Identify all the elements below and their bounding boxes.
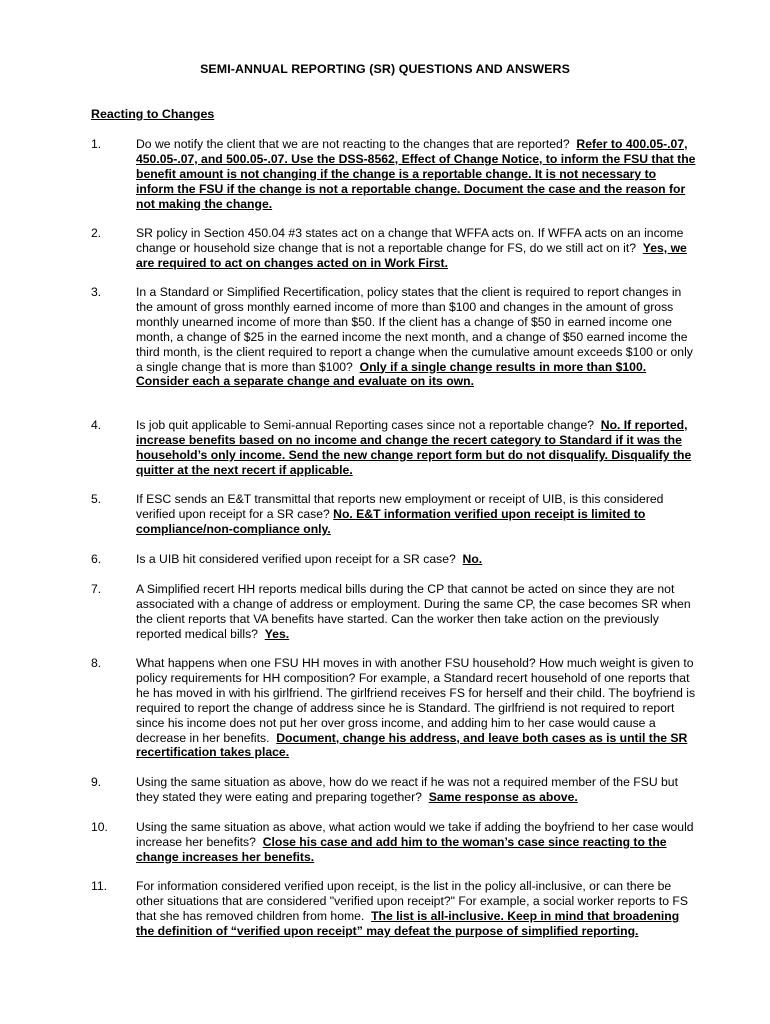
item-number: 6. xyxy=(91,552,102,566)
question-text: For information considered verified upon receipt, is the list in the policy all-inclusive, or can there be other situations that are considered "verified upon receipt?" For example, a social worker reports to FS that she has removed children from home. xyxy=(136,879,688,923)
question-text: Do we notify the client that we are not reacting to the changes that are reported? xyxy=(136,137,570,151)
answer-text: No. If reported, increase benefits based on no income and change the recert category to Standard if it was the household’s only income. Send the new change report form but do not disqualify. Disqualify the quitter at the next recert if applicable. xyxy=(136,418,692,477)
question-text: What happens when one FSU HH moves in with another FSU household? How much weight is given to policy requirements for HH composition? For example, a Standard recert household of one reports that he has moved in with his girlfriend. The girlfriend receives FS for herself and their child. The boyfriend is required to report the change of address since he is Standard. The girlfriend is not required to report since his income does not put her over gross income, and adding him to her case would cause a decrease in her benefits. xyxy=(136,656,696,745)
answer-text: Yes, we are required to act on changes acted on in Work First. xyxy=(136,240,687,270)
item-number: 9. xyxy=(91,775,102,789)
item-number: 8. xyxy=(91,656,102,670)
item-number: 1. xyxy=(91,137,102,151)
answer-text: Only if a single change results in more than $100. Consider each a separate change and evaluate on its own. xyxy=(136,359,647,389)
answer-text: Same response as above. xyxy=(428,789,578,804)
answer-text: Refer to 400.05-.07, 450.05-.07, and 500.05-.07. Use the DSS-8562, Effect of Change Notice, to inform the FSU that the benefit amount is not changing if the change is a reportable change. It is not necessary to inform the FSU if the change is not a reportable change. Document the case and the reason for not making the change. xyxy=(136,137,696,211)
item-number: 4. xyxy=(91,418,102,432)
question-text: Using the same situation as above, how do we react if he was not a required member of the FSU but they stated they were eating and preparing together? xyxy=(136,775,678,804)
question-text: SR policy in Section 450.04 #3 states act on a change that WFFA acts on. If WFFA acts on an income change or household size change that is not a reportable change for FS, do we still act on it? xyxy=(136,226,684,255)
item-number: 7. xyxy=(91,582,102,596)
item-number: 11. xyxy=(91,879,108,893)
answer-text: No. xyxy=(462,552,483,566)
answer-text: The list is all-inclusive. Keep in mind that broadening the definition of “verified upon receipt” may defeat the purpose of simplified reporting. xyxy=(136,908,680,938)
item-number: 5. xyxy=(91,492,102,506)
question-text: Is job quit applicable to Semi-annual Reporting cases since not a reportable change? xyxy=(136,418,594,432)
question-text: In a Standard or Simplified Recertification, policy states that the client is required to report changes in the amount of gross monthly earned income of more than $100 and changes in the amount of gross monthly unearned income of more than $50. If the client has a change of $50 in earned income one month, a change of $25 in the earned income the next month, and a change of $50 earned income the third month, is the client required to report a change when the cumulative amount exceeds $100 or only a single change that is more than $100? xyxy=(136,285,693,374)
item-number: 3. xyxy=(91,285,102,299)
question-text: A Simplified recert HH reports medical bills during the CP that cannot be acted on since they are not associated with a change of address or employment. During the same CP, the case becomes SR when the client reports that VA benefits have started. Can the worker then take action on the previously reported medical bills? xyxy=(136,582,691,641)
section-heading: Reacting to Changes xyxy=(91,107,215,121)
question-text: If ESC sends an E&T transmittal that reports new employment or receipt of UIB, is this considered verified upon receipt for a SR case? xyxy=(136,492,664,521)
item-number: 2. xyxy=(91,226,102,240)
question-text: Is a UIB hit considered verified upon receipt for a SR case? xyxy=(136,552,456,566)
question-text: Using the same situation as above, what action would we take if adding the boyfriend to her case would increase her benefits? xyxy=(136,820,694,849)
document-title: SEMI-ANNUAL REPORTING (SR) QUESTIONS AND ANSWERS xyxy=(200,62,570,76)
answer-text: Document, change his address, and leave both cases as is until the SR recertification takes place. xyxy=(136,730,688,760)
item-number: 10. xyxy=(91,820,108,834)
answer-text: No. E&T information verified upon receipt is limited to compliance/non-compliance only. xyxy=(136,506,646,536)
answer-text: Close his case and add him to the woman’s case since reacting to the change increases her benefits. xyxy=(136,834,667,864)
answer-text: Yes. xyxy=(264,626,290,641)
